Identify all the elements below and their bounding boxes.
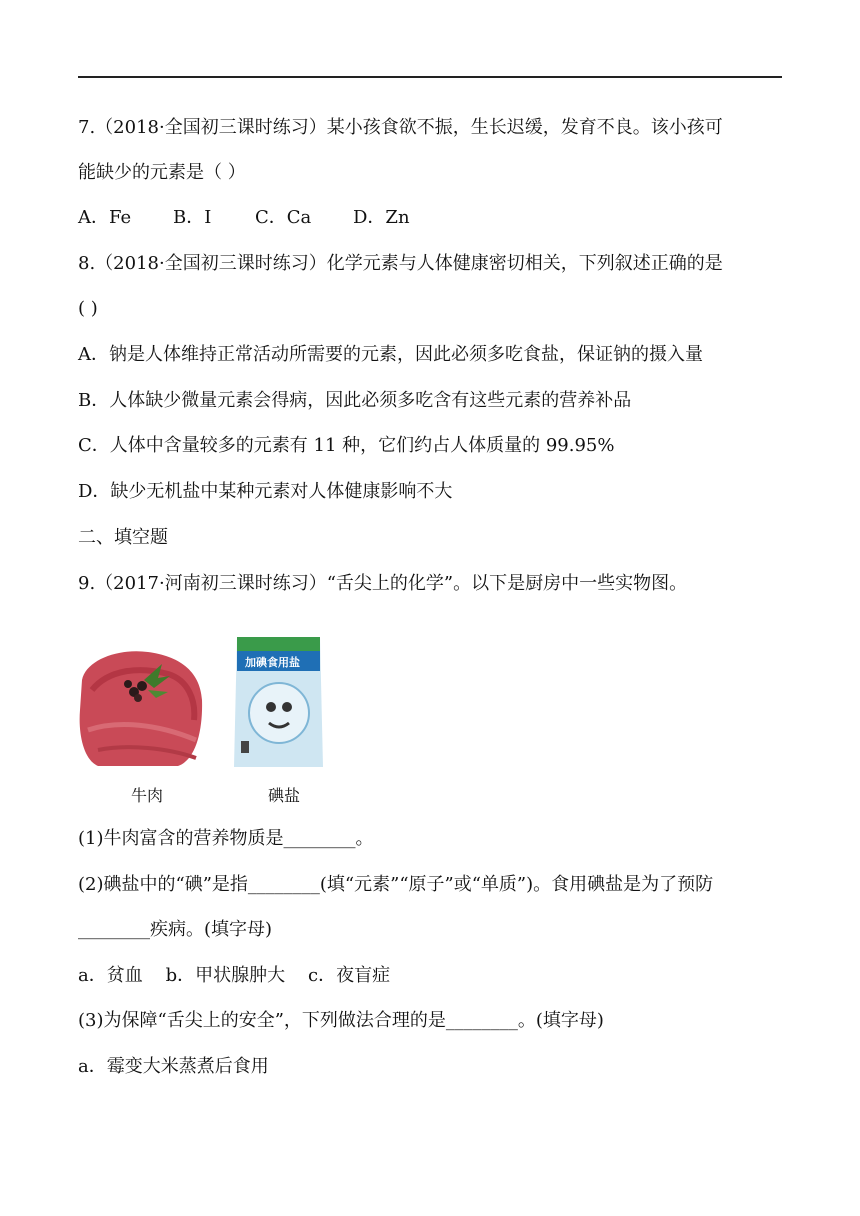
header-rule xyxy=(78,76,782,78)
q9-part3: (3)为保障“舌尖上的安全”，下列做法合理的是________。(填字母) xyxy=(78,1010,604,1031)
beef-caption: 牛肉 xyxy=(131,786,164,805)
q7-line2: 能缺少的元素是（ ） xyxy=(78,162,246,183)
q8-option-a: A．钠是人体维持正常活动所需要的元素，因此必须多吃食盐，保证钠的摄入量 xyxy=(78,344,703,365)
q7-option-c: C．Ca xyxy=(255,207,312,228)
iodized-salt-image xyxy=(231,633,326,773)
q9-part2-options: a．贫血 b．甲状腺肿大 c．夜盲症 xyxy=(78,965,391,986)
beef-image xyxy=(78,640,203,768)
q7-options xyxy=(78,207,410,229)
q9-part1: (1)牛肉富含的营养物质是________。 xyxy=(78,828,374,849)
q8-option-b: B．人体缺少微量元素会得病，因此必须多吃含有这些元素的营养补品 xyxy=(78,390,632,411)
q9-part3-option-a: a．霉变大米蒸煮后食用 xyxy=(78,1056,269,1077)
q8-option-d: D．缺少无机盐中某种元素对人体健康影响不大 xyxy=(78,481,453,502)
q7-option-a: A．Fe xyxy=(78,207,132,228)
q9-part2-line2: ________疾病。(填字母) xyxy=(78,919,273,940)
q9-part2-line1: (2)碘盐中的“碘”是指________(填“元素”“原子”或“单质”)。食用碘盐是为了预防 xyxy=(78,874,714,895)
q7-line1: 7.（2018·全国初三课时练习）某小孩食欲不振，生长迟缓，发育不良。该小孩可 xyxy=(78,117,723,138)
q8-line1: 8.（2018·全国初三课时练习）化学元素与人体健康密切相关，下列叙述正确的是 xyxy=(78,253,723,274)
salt-bag-label: 加碘食用盐 xyxy=(245,656,300,669)
q8-option-c: C．人体中含量较多的元素有 11 种，它们约占人体质量的 99.95% xyxy=(78,435,615,456)
q8-line2: ( ) xyxy=(78,298,98,319)
q7-option-b: B．I xyxy=(173,207,212,228)
section-fill-in-heading: 二、填空题 xyxy=(78,527,168,548)
q7-option-d: D．Zn xyxy=(353,207,410,228)
salt-caption: 碘盐 xyxy=(268,786,301,805)
q9-line1: 9.（2017·河南初三课时练习）“舌尖上的化学”。以下是厨房中一些实物图。 xyxy=(78,573,688,594)
